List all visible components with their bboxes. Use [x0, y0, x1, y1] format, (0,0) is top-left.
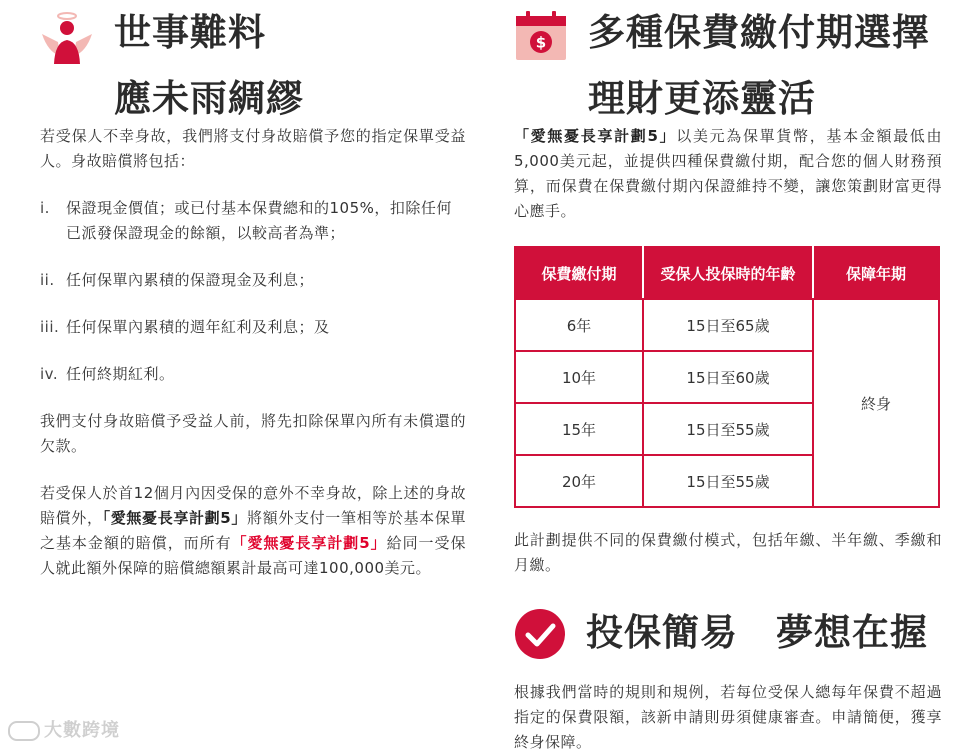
cell-term: 15年: [515, 403, 643, 455]
simple-title: 投保簡易 夢想在握: [586, 611, 928, 654]
simple-heading: [514, 604, 942, 680]
list-number: ii.: [40, 271, 55, 289]
list-number: iii.: [40, 318, 60, 336]
premium-intro: [514, 124, 942, 224]
right-column: [514, 0, 942, 755]
watermark-icon: [8, 721, 40, 741]
left-heading: [40, 0, 466, 118]
angel-person-icon: [40, 12, 94, 66]
watermark-text: 大數跨境: [44, 720, 120, 741]
cell-age: 15日至55歲: [643, 455, 813, 507]
plan-name: 「愛無憂長享計劃5」: [231, 534, 387, 552]
cell-age: 15日至65歲: [643, 299, 813, 351]
list-text: 任何終期紅利。: [66, 365, 175, 383]
left-title: [114, 0, 304, 132]
plan-name: 「愛無憂長享計劃5」: [514, 127, 677, 145]
list-item: [40, 315, 466, 340]
premium-term-table: [514, 246, 940, 508]
svg-text:$: $: [535, 33, 547, 52]
death-benefit-intro: 若受保人不幸身故，我們將支付身故賠償予您的指定保單受益人。身故賠償將包括：: [40, 127, 466, 170]
cell-term: 6年: [515, 299, 643, 351]
payment-modes-paragraph: 此計劃提供不同的保費繳付模式，包括年繳、半年繳、季繳和月繳。: [514, 531, 942, 574]
cell-coverage: 終身: [813, 299, 939, 507]
list-item: [40, 196, 466, 246]
left-title-line1: 世事難料: [114, 11, 266, 54]
accident-text-3: 給同一受保人就此額外保障的賠償總額累計最高可達100,000美元。: [40, 534, 466, 577]
right-heading: [514, 0, 942, 118]
cell-age: 15日至60歲: [643, 351, 813, 403]
list-number: iv.: [40, 365, 59, 383]
accident-paragraph: [40, 481, 466, 581]
header-coverage-term: 保障年期: [813, 247, 939, 299]
checkmark-circle-icon: [514, 608, 566, 660]
list-text: 保證現金價值；或已付基本保費總和的105%，扣除任何已派發保證現金的餘額，以較高者為準；: [66, 199, 452, 242]
list-item: [40, 268, 466, 293]
cell-age: 15日至55歲: [643, 403, 813, 455]
list-text: 任何保單內累積的保證現金及利息；: [66, 271, 315, 289]
accident-text-2: 將額外支付一筆相等於基本保單之基本金額的賠償，而所有: [40, 509, 466, 552]
plan-name: 「愛無憂長享計劃5」: [102, 509, 248, 527]
header-premium-term: 保費繳付期: [515, 247, 643, 299]
right-title-line2: 理財更添靈活: [588, 77, 816, 120]
watermark-logo: [8, 716, 120, 742]
right-title-line1: 多種保費繳付期選擇: [588, 11, 930, 54]
cell-term: 20年: [515, 455, 643, 507]
accident-text-1: 若受保人於首12個月內因受保的意外不幸身故，除上述的身故賠償外，: [40, 484, 466, 527]
premium-intro-text: 以美元為保單貨幣，基本金額最低由5,000美元起，並提供四種保費繳付期，配合您的個人財務預算，而保費在保費繳付期內保證維持不變，讓您策劃財富更得心應手。: [514, 127, 942, 220]
simple-paragraph: 根據我們當時的規則和規例，若每位受保人總每年保費不超過指定的保費限額，該新申請則毋須健康審查。申請簡便，獲享終身保障。: [514, 683, 942, 751]
calendar-dollar-icon: [514, 8, 568, 62]
header-entry-age: 受保人投保時的年齡: [643, 247, 813, 299]
right-title: [588, 0, 930, 132]
list-text: 任何保單內累積的週年紅利及利息；及: [66, 318, 330, 336]
table-header-row: [515, 247, 939, 299]
left-title-line2: 應未雨綢繆: [114, 77, 304, 120]
list-number: i.: [40, 199, 50, 217]
left-column: [40, 0, 466, 581]
table-row: [515, 299, 939, 351]
list-item: [40, 362, 466, 387]
cell-term: 10年: [515, 351, 643, 403]
death-benefit-list: [40, 196, 466, 387]
deduction-paragraph: 我們支付身故賠償予受益人前，將先扣除保單內所有未償還的欠款。: [40, 412, 466, 455]
